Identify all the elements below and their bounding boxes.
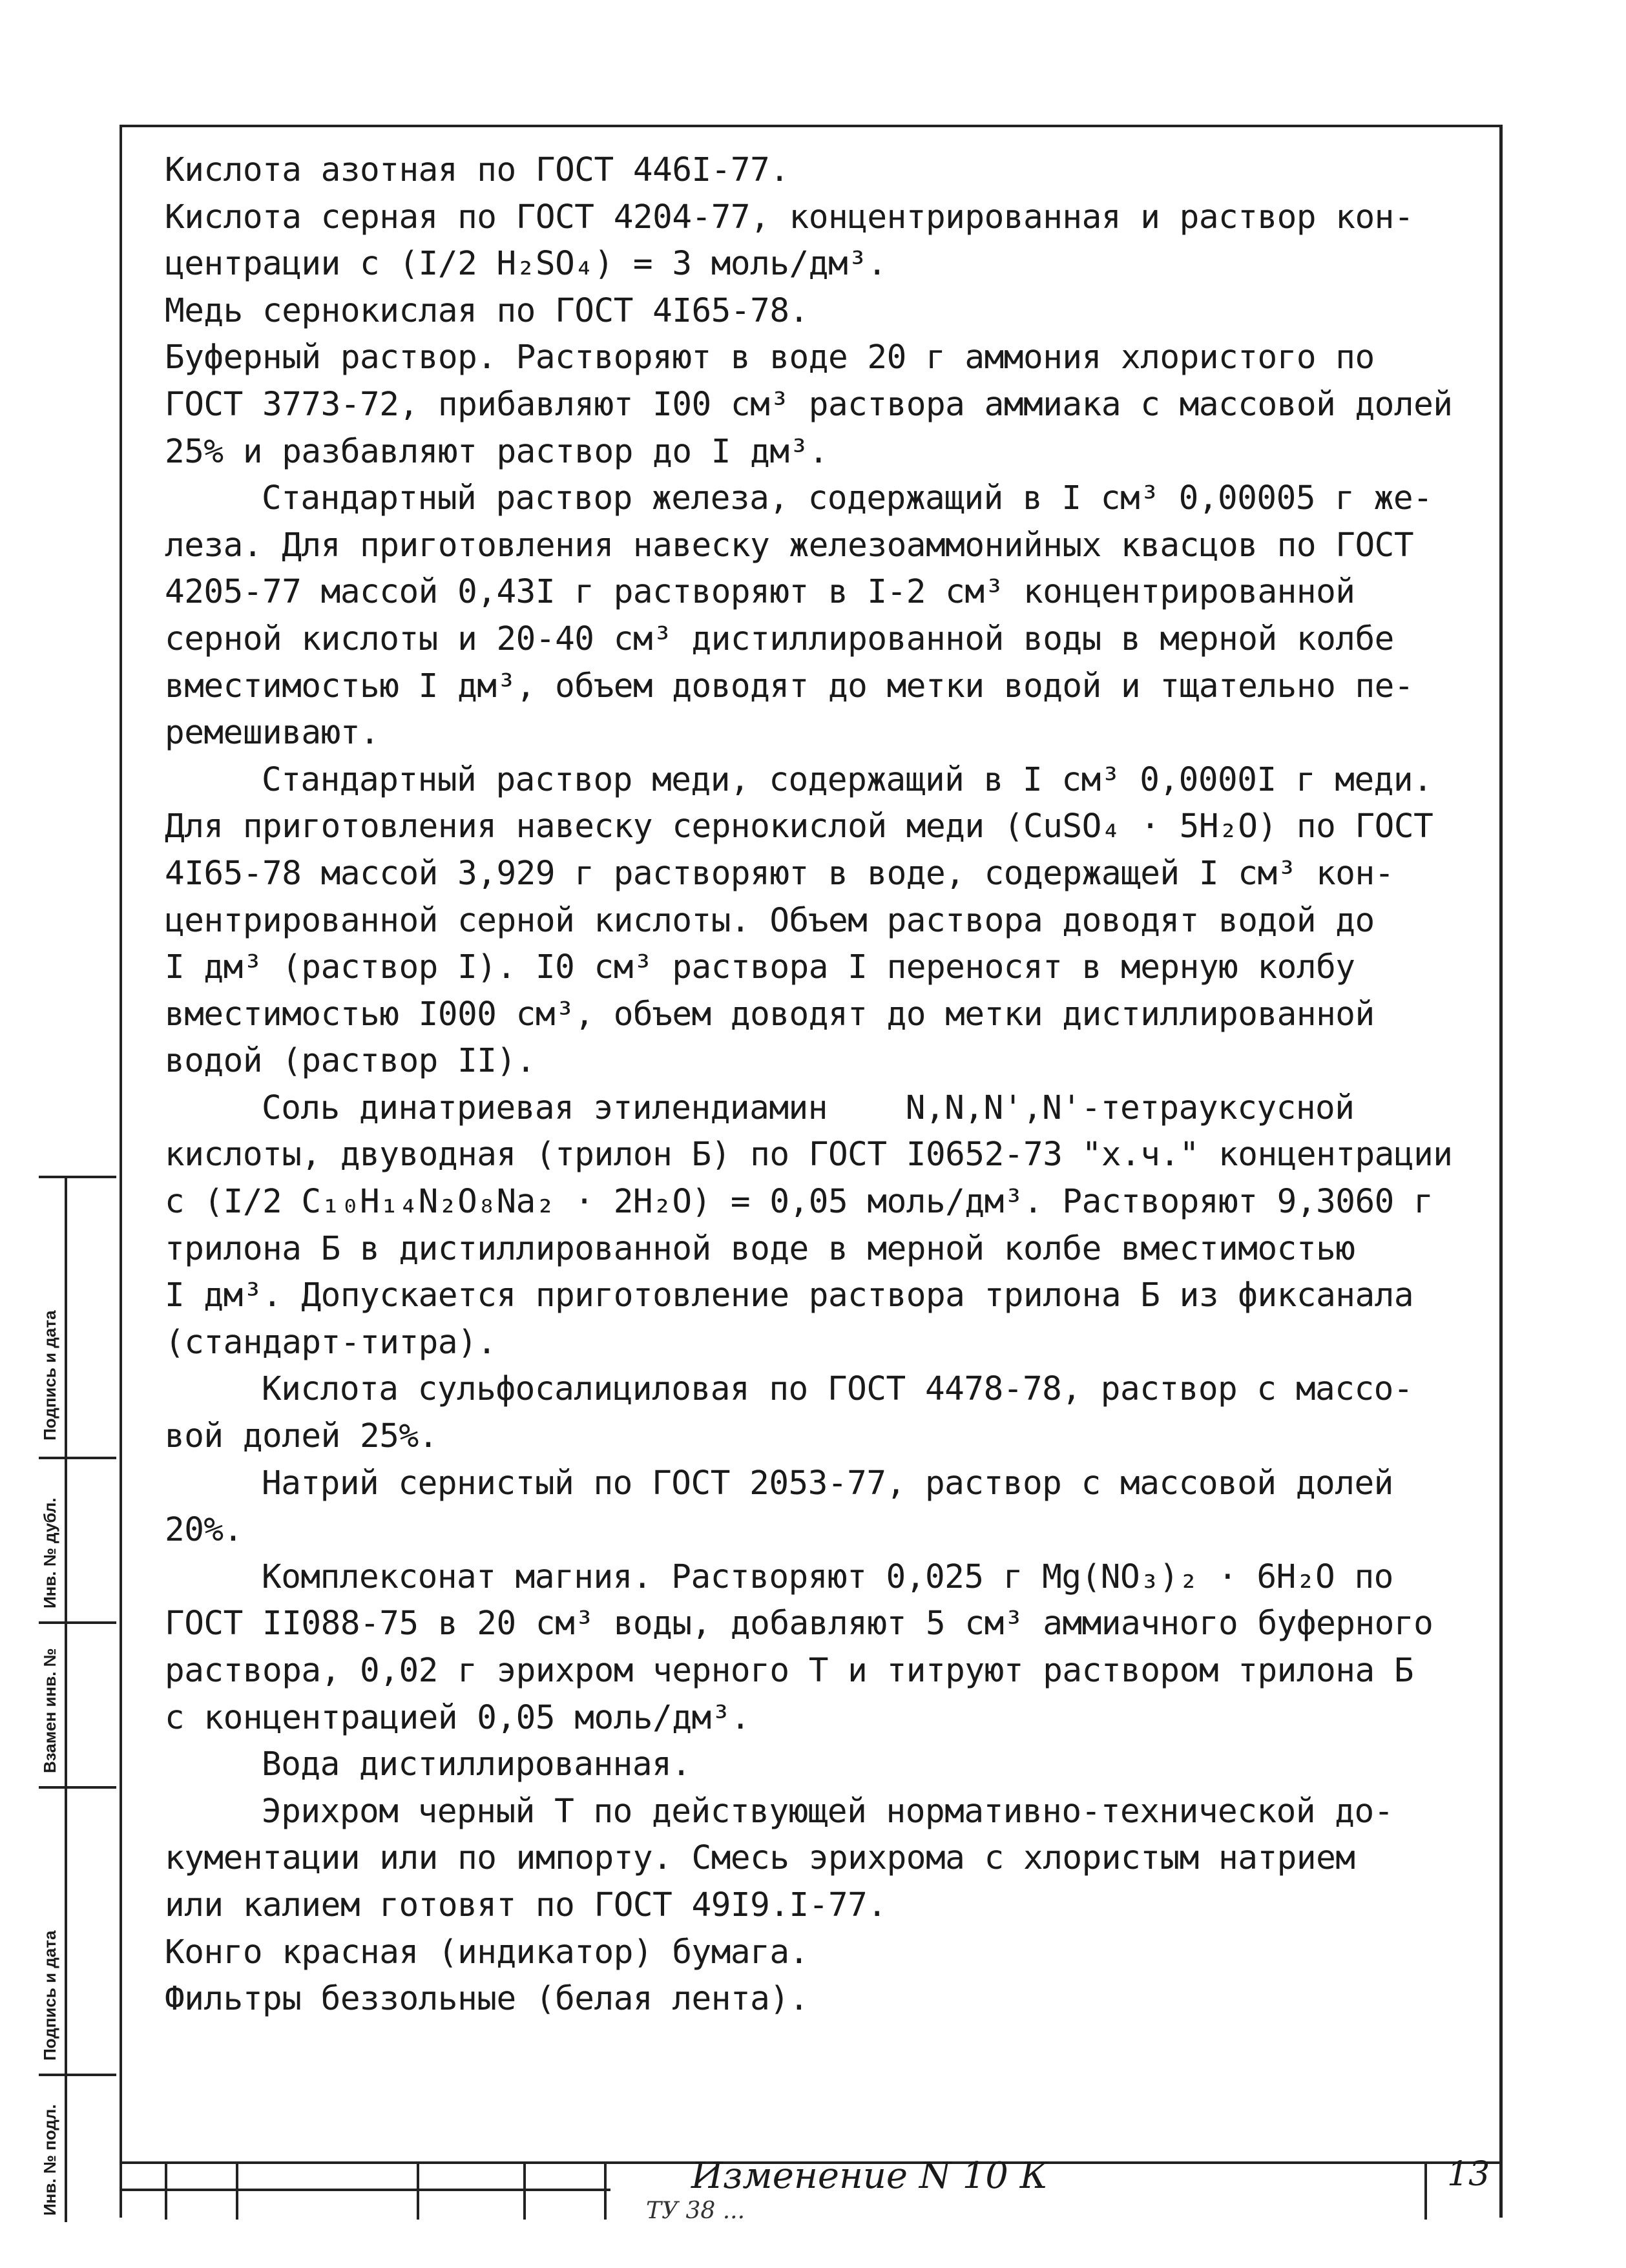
document-body [165,147,1496,2023]
text-line: Стандартный раствор меди, содержащий в I см³ 0,0000I г меди. [262,760,1433,799]
text-line: ГОСТ 3773-72, прибавляют I00 см³ раствора аммиака с массовой долей [165,385,1453,424]
title-block-cell-divider [523,2161,526,2220]
text-line: раствора, 0,02 г эрихром черного Т и титруют раствором трилона Б [165,1652,1414,1690]
text-line: Для приготовления навеску сернокислой меди (CuSO₄ · 5H₂O) по ГОСТ [165,807,1433,846]
text-line: центрированной серной кислоты. Объем раствора доводят водой до [165,901,1375,940]
side-stamp-line [65,1176,67,2222]
text-line: Натрий сернистый по ГОСТ 2053-77, раствор с массовой долей [262,1464,1393,1503]
text-line: Соль динатриевая этилендиамин N,N,N',N'-тетрауксусной [262,1088,1355,1127]
text-line: вой долей 25%. [165,1417,438,1456]
text-line: трилона Б в дистиллированной воде в мерной колбе вместимостью [165,1229,1355,1268]
text-line: вместимостью I дм³, объем доводят до метки водой и тщательно пе- [165,667,1414,705]
text-line: Кислота азотная по ГОСТ 446I-77. [165,151,789,189]
side-stamp-divider [39,1621,116,1624]
side-stamp-label: Подпись и дата [40,1930,59,2061]
title-block-cell-divider [236,2161,238,2220]
text-line: ГОСТ II088-75 в 20 см³ воды, добавляют 5 см³ аммиачного буферного [165,1605,1433,1643]
text-line: серной кислоты и 20-40 см³ дистиллированной воды в мерной колбе [165,619,1394,658]
text-line: Стандартный раствор железа, содержащий в I см³ 0,00005 г же- [262,479,1433,518]
page-number: 13 [1447,2155,1490,2194]
frame-top-border [120,125,1502,127]
text-line: Медь сернокислая по ГОСТ 4I65-78. [165,291,809,330]
title-block-cell-divider [417,2161,419,2220]
frame-right-border [1499,125,1503,2218]
side-stamp-divider [39,2074,116,2076]
side-stamp-label: Инв. № дубл. [40,1497,59,1608]
text-line: Конго красная (индикатор) бумага. [165,1933,809,1971]
title-block-cell-divider [604,2161,607,2220]
side-stamp-label: Взамен инв. № [40,1648,59,1773]
text-line: 25% и разбавляют раствор до I дм³. [165,432,828,471]
text-line: Фильтры беззольные (белая лента). [165,1980,809,2019]
text-line: Вода дистиллированная. [262,1745,691,1784]
text-line: I дм³ (раствор I). I0 см³ раствора I переносят в мерную колбу [165,948,1355,987]
text-line: I дм³. Допускается приготовление раствора трилона Б из фиксанала [165,1276,1414,1315]
text-line: Кислота сульфосалициловая по ГОСТ 4478-78, раствор с массо- [262,1370,1413,1409]
text-line: 20%. [165,1511,243,1550]
text-line: ремешивают. [165,714,380,753]
side-stamp-label: Подпись и дата [40,1310,59,1441]
text-line: Комплексонат магния. Растворяют 0,025 г Mg(NO₃)₂ · 6H₂O по [262,1557,1393,1596]
side-stamp-divider [39,1176,116,1178]
title-block-cell-divider [165,2161,167,2220]
text-line: 4I65-78 массой 3,929 г растворяют в воде, содержащей I см³ кон- [165,854,1394,893]
side-stamp-divider [39,1457,116,1459]
text-line: 4205-77 массой 0,43I г растворяют в I-2 см³ концентрированной [165,573,1355,612]
document-reference: ТУ 38 ... [646,2198,745,2224]
text-line: Буферный раствор. Растворяют в воде 20 г аммония хлористого по [165,338,1375,377]
title-block-mid-line [120,2189,610,2191]
text-line: вместимостью I000 см³, объем доводят до метки дистиллированной [165,995,1375,1034]
text-line: или калием готовят по ГОСТ 49I9.I-77. [165,1886,887,1924]
text-line: кументации или по импорту. Смесь эрихрома с хлористым натрием [165,1839,1355,1878]
text-line: Эрихром черный Т по действующей нормативно-технической до- [262,1792,1393,1831]
text-line: центрации с (I/2 H₂SO₄) = 3 моль/дм³. [165,245,887,284]
text-line: кислоты, двуводная (трилон Б) по ГОСТ I0652-73 "х.ч." концентрации [165,1136,1453,1174]
text-line: Кислота серная по ГОСТ 4204-77, концентрированная и раствор кон- [165,198,1414,236]
text-line: с (I/2 C₁₀H₁₄N₂O₈Na₂ · 2H₂O) = 0,05 моль/дм³. Растворяют 9,3060 г [165,1183,1433,1222]
change-note: Изменение N 10 К [691,2155,1048,2197]
text-line: с концентрацией 0,05 моль/дм³. [165,1698,751,1737]
side-stamp-label: Инв. № подл. [40,2104,59,2216]
side-stamp-divider [39,1786,116,1789]
text-line: (стандарт-титра). [165,1323,497,1362]
text-line: леза. Для приготовления навеску железоаммонийных квасцов по ГОСТ [165,526,1414,565]
frame-left-border [120,125,122,2218]
text-line: водой (раствор II). [165,1042,536,1081]
title-block-cell-divider [1424,2161,1427,2220]
